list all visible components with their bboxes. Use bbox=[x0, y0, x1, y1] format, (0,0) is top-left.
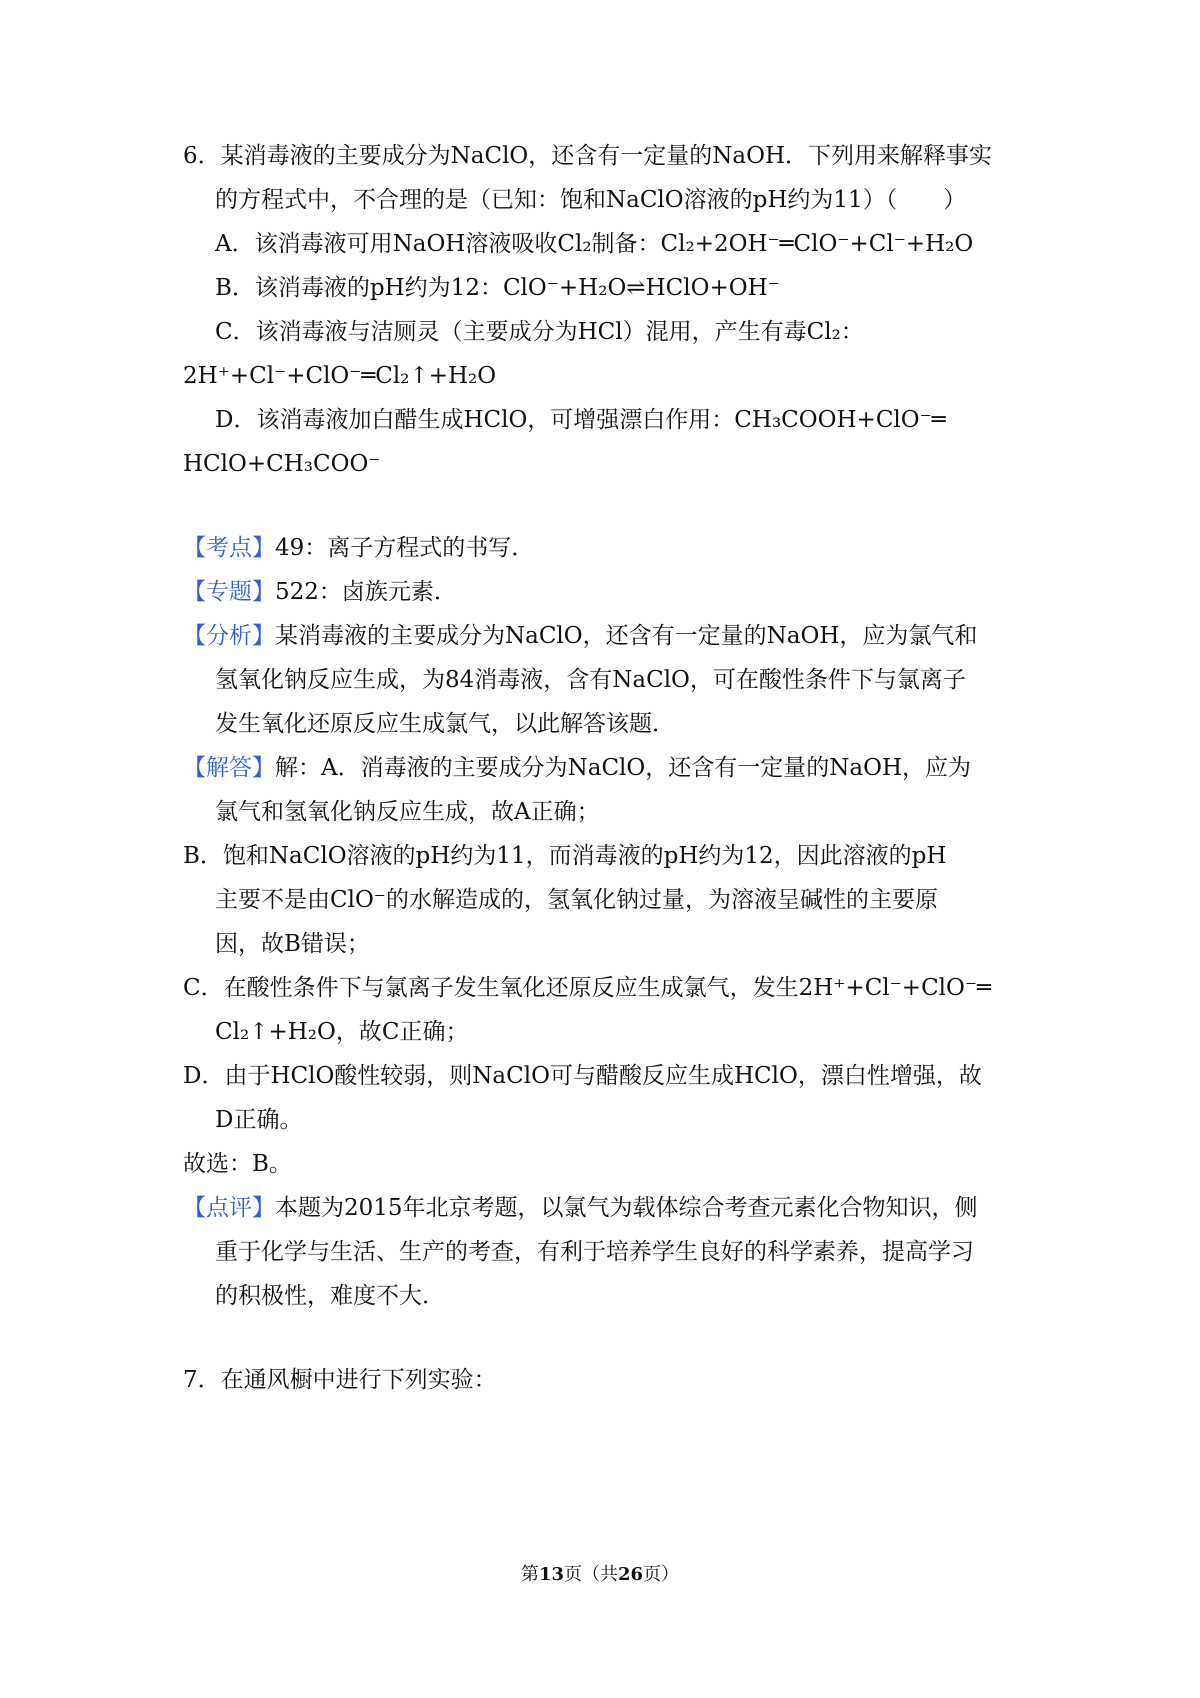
jieda-b-line1: B．饱和NaClO溶液的pH约为11，而消毒液的pH约为12，因此溶液的pH bbox=[183, 843, 947, 869]
q6-line2: 的方程式中，不合理的是（已知：饱和NaClO溶液的pH约为11）（ ） bbox=[215, 187, 967, 213]
dianping-line2: 重于化学与生活、生产的考查，有利于培养学生良好的科学素养，提高学习 bbox=[215, 1239, 974, 1265]
footer-total-pages: 26 bbox=[618, 1564, 644, 1585]
q6-option-b: B．该消毒液的pH约为12：ClO⁻+H₂O⇌HClO+OH⁻ bbox=[215, 275, 780, 301]
q6-line1: 6．某消毒液的主要成分为NaClO，还含有一定量的NaOH．下列用来解释事实 bbox=[183, 143, 993, 169]
q7-line1: 7．在通风橱中进行下列实验： bbox=[183, 1367, 497, 1393]
zhuanti-text: 522：卤族元素． bbox=[275, 579, 457, 605]
dianping-text1: 本题为2015年北京考题，以氯气为载体综合考查元素化合物知识，侧 bbox=[275, 1195, 978, 1221]
jieda-c-line1: C．在酸性条件下与氯离子发生氧化还原反应生成氯气，发生2H⁺+Cl⁻+ClO⁻═ bbox=[183, 975, 991, 1001]
kaodian-text: 49：离子方程式的书写． bbox=[275, 535, 535, 561]
dianping-line1 bbox=[183, 1192, 978, 1224]
footer-middle: 页（共 bbox=[564, 1564, 618, 1585]
footer-prefix: 第 bbox=[520, 1564, 539, 1585]
zhuanti-line bbox=[183, 576, 457, 608]
kaodian-line bbox=[183, 532, 534, 564]
q6-option-c2: 2H⁺+Cl⁻+ClO⁻═Cl₂↑+H₂O bbox=[183, 363, 497, 389]
footer-suffix: 页） bbox=[643, 1564, 680, 1585]
dianping-line3: 的积极性，难度不大． bbox=[215, 1283, 445, 1309]
q6-option-c1: C．该消毒液与洁厕灵（主要成分为HCl）混用，产生有毒Cl₂： bbox=[215, 319, 864, 345]
page-footer bbox=[0, 1560, 1200, 1586]
kaodian-tag: 【考点】 bbox=[183, 535, 275, 561]
jieda-b-line3: 因，故B错误； bbox=[215, 931, 370, 957]
jieda-c-line2: Cl₂↑+H₂O，故C正确； bbox=[215, 1019, 469, 1045]
fenxi-tag: 【分析】 bbox=[183, 623, 275, 649]
zhuanti-tag: 【专题】 bbox=[183, 579, 275, 605]
answer-line: 故选：B。 bbox=[183, 1151, 292, 1177]
jieda-text1: 解：A．消毒液的主要成分为NaClO，还含有一定量的NaOH，应为 bbox=[275, 755, 972, 781]
jieda-d-line2: D正确。 bbox=[215, 1107, 303, 1133]
dianping-tag: 【点评】 bbox=[183, 1195, 275, 1221]
fenxi-text1: 某消毒液的主要成分为NaClO，还含有一定量的NaOH，应为氯气和 bbox=[275, 623, 978, 649]
q6-option-a: A．该消毒液可用NaOH溶液吸收Cl₂制备：Cl₂+2OH⁻═ClO⁻+Cl⁻+H₂O bbox=[215, 231, 974, 257]
jieda-b-line2: 主要不是由ClO⁻的水解造成的，氢氧化钠过量，为溶液呈碱性的主要原 bbox=[215, 887, 938, 913]
fenxi-line2: 氢氧化钠反应生成，为84消毒液，含有NaClO，可在酸性条件下与氯离子 bbox=[215, 667, 966, 693]
jieda-line1 bbox=[183, 752, 971, 784]
fenxi-line1 bbox=[183, 620, 977, 652]
jieda-d-line1: D．由于HClO酸性较弱，则NaClO可与醋酸反应生成HClO，漂白性增强，故 bbox=[183, 1063, 982, 1089]
jieda-line2: 氯气和氢氧化钠反应生成，故A正确； bbox=[215, 799, 600, 825]
footer-page-number: 13 bbox=[538, 1564, 564, 1585]
q6-option-d1: D．该消毒液加白醋生成HClO，可增强漂白作用：CH₃COOH+ClO⁻═ bbox=[215, 407, 946, 433]
q6-option-d2: HClO+CH₃COO⁻ bbox=[183, 451, 381, 477]
jieda-tag: 【解答】 bbox=[183, 755, 275, 781]
fenxi-line3: 发生氧化还原反应生成氯气，以此解答该题． bbox=[215, 711, 675, 737]
